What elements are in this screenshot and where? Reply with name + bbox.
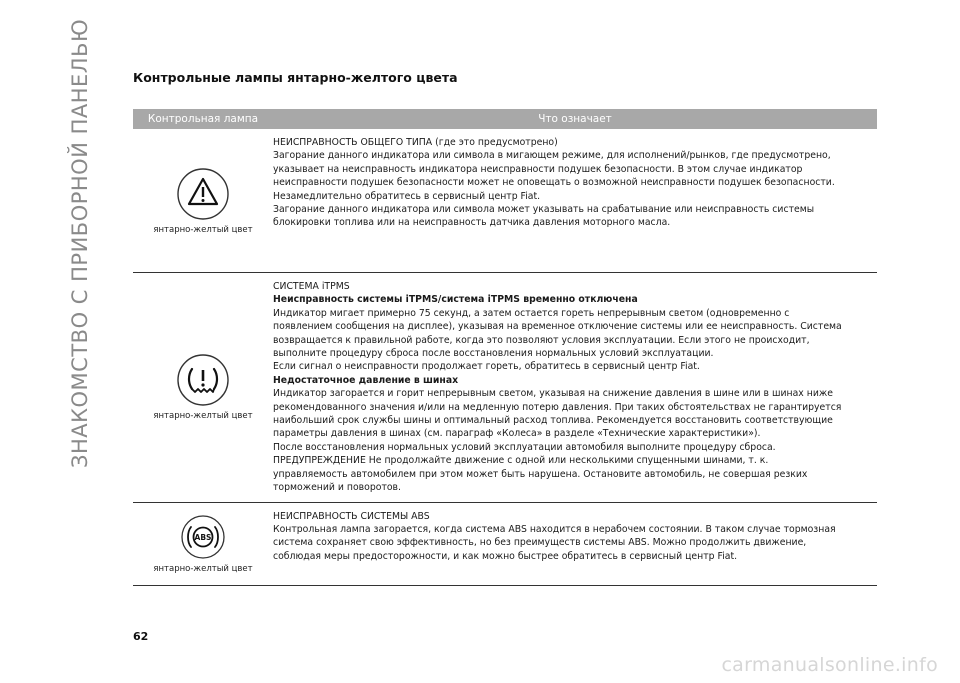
meaning-line: Незамедлительно обратитесь в сервисный центр Fiat. — [273, 190, 541, 202]
watermark: carmanualsonline.info — [721, 654, 938, 676]
meaning-line: Загорание данного индикатора или символа в мигающем режиме, для исполнений/рынков, где предусмотрено, — [273, 150, 831, 162]
meaning-line: наибольший срок службы шины и оптимальный расход топлива. Рекомендуется восстановить соответствующие — [273, 415, 833, 427]
meaning-cell — [273, 273, 877, 503]
lamp-color-label: янтарно-желтый цвет — [153, 224, 253, 235]
column-header-lamp: Контрольная лампа — [133, 109, 273, 129]
meaning-line: Загорание данного индикатора или символа может указывать на срабатывание или неисправность системы — [273, 204, 815, 216]
meaning-line: система сохраняет свою эффективность, но без преимуществ системы ABS. Можно продолжить движение, — [273, 537, 807, 549]
abs-icon — [180, 514, 226, 560]
meaning-line: возвращается к правильной работе, когда это позволяют условия эксплуатации. Если этого не происходит, — [273, 334, 810, 346]
warning-lamps-table — [133, 109, 877, 586]
page-title: Контрольные лампы янтарно-желтого цвета — [133, 70, 458, 85]
meaning-line: указывает на неисправность индикатора неисправности подушек безопасности. В этом случае индикатор — [273, 163, 803, 175]
meaning-line: неисправности подушек безопасности может не оповещать о возможной неисправности подушек безопасности. — [273, 177, 835, 189]
meaning-line: Контрольная лампа загорается, когда система ABS находится в нерабочем состоянии. В таком случае тормозная — [273, 523, 836, 535]
meaning-line: СИСТЕМА iTPMS — [273, 281, 350, 292]
meaning-line: НЕИСПРАВНОСТЬ ОБЩЕГО ТИПА (где это предусмотрено) — [273, 137, 558, 148]
meaning-line: После восстановления нормальных условий эксплуатации автомобиля выполните процедуру сброса. — [273, 441, 776, 453]
meaning-line: соблюдая меры предосторожности, и как можно быстрее обратитесь в сервисный центр Fiat. — [273, 550, 738, 562]
meaning-subheading: Недостаточное давление в шинах — [273, 374, 459, 386]
tpms-tire-pressure-icon — [176, 353, 230, 407]
meaning-line: НЕИСПРАВНОСТЬ СИСТЕМЫ ABS — [273, 510, 430, 522]
table-row — [133, 502, 877, 585]
table-header-row — [133, 109, 877, 129]
column-header-meaning: Что означает — [273, 109, 877, 129]
lamp-color-label: янтарно-желтый цвет — [153, 411, 253, 422]
table-row — [133, 129, 877, 273]
meaning-line: управляемость автомобилем при этом может быть нарушена. Остановите автомобиль, не совершая резких — [273, 468, 808, 480]
meaning-line: Индикатор мигает примерно 75 секунд, а затем остается гореть непрерывным светом (одновременно с — [273, 307, 790, 319]
side-section-title: ЗНАКОМСТВО С ПРИБОРНОЙ ПАНЕЛЬЮ — [68, 18, 92, 468]
meaning-line: блокировки топлива или на неисправность датчика давления моторного масла. — [273, 217, 671, 229]
meaning-line: параметры давления в шинах (см. параграф «Колеса» в разделе «Технические характеристики»). — [273, 428, 761, 440]
meaning-line: ПРЕДУПРЕЖДЕНИЕ Не продолжайте движение с одной или несколькими спущенными шинами, т. к. — [273, 455, 769, 467]
meaning-subheading: Неисправность системы iTPMS/система iTPMS временно отключена — [273, 294, 638, 306]
table-row — [133, 273, 877, 503]
lamp-cell — [133, 129, 273, 273]
meaning-line: Если сигнал о неисправности продолжает гореть, обратитесь в сервисный центр Fiat. — [273, 361, 700, 373]
meaning-line: выполните процедуру сброса после восстановления нормальных условий эксплуатации. — [273, 348, 714, 360]
meaning-cell — [273, 129, 877, 273]
meaning-cell — [273, 502, 877, 585]
abs-icon-text: ABS — [194, 532, 212, 542]
meaning-line: Индикатор загорается и горит непрерывным светом, указывая на снижение давления в шине или в шинах ниже — [273, 388, 833, 400]
page-number: 62 — [133, 630, 149, 643]
meaning-line: торможений и поворотов. — [273, 482, 401, 494]
lamp-cell — [133, 273, 273, 503]
lamp-color-label: янтарно-желтый цвет — [153, 563, 253, 574]
lamp-cell — [133, 502, 273, 585]
warning-triangle-icon — [176, 167, 230, 221]
meaning-line: рекомендованного значения и/или на медленную потерю давления. При таких обстоятельствах не гарантируется — [273, 401, 842, 413]
meaning-line: появлением сообщения на дисплее), указывая на временное отключение системы или ее неисправность. Система — [273, 321, 842, 333]
